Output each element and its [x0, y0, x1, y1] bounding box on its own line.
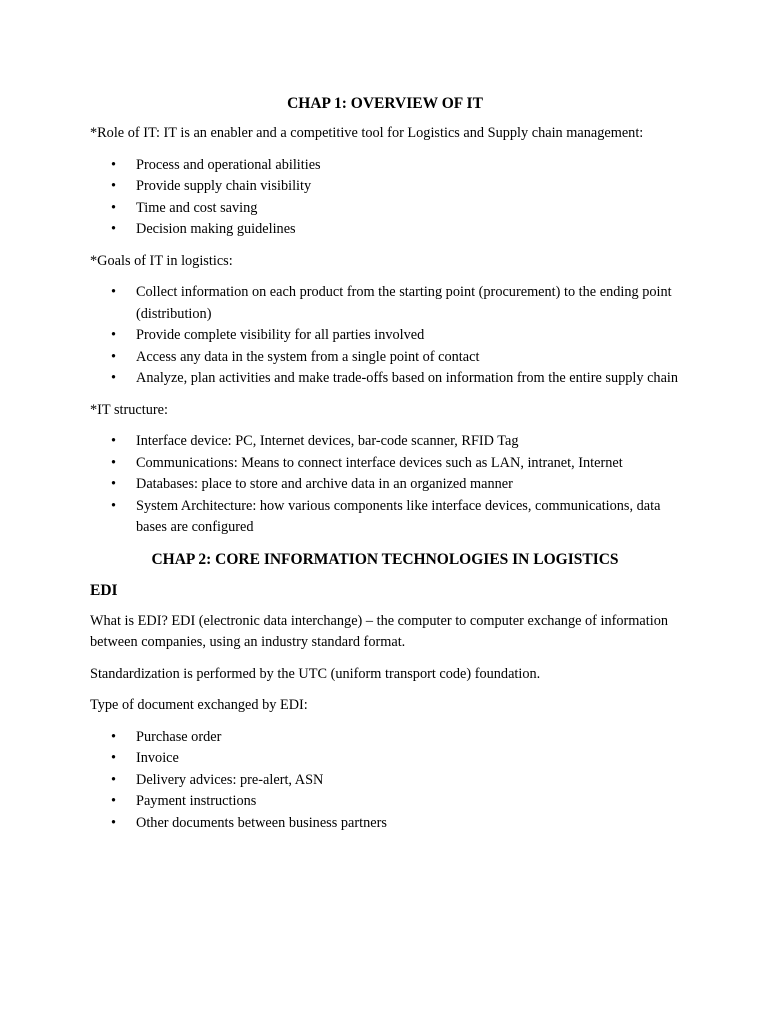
list-item-text: Collect information on each product from the starting point (procurement) to the ending point (distribution) [136, 284, 672, 322]
list-item-text: Delivery advices: pre-alert, ASN [136, 771, 324, 788]
bullet-icon: • [111, 370, 117, 386]
bullet-icon: • [111, 284, 117, 300]
list-item [90, 198, 680, 220]
bullet-icon: • [111, 199, 117, 216]
list-item [90, 496, 680, 539]
list-item [90, 219, 680, 241]
bullet-icon: • [111, 327, 117, 343]
list-item-text: Communications: Means to connect interface devices such as LAN, intranet, Internet [136, 454, 623, 471]
bullet-icon: • [111, 221, 117, 237]
list-item-text: Other documents between business partners [136, 814, 387, 831]
bullet-icon: • [111, 750, 117, 766]
list-item [90, 791, 680, 813]
list-item [90, 770, 680, 792]
role-list [90, 155, 680, 241]
goals-intro: *Goals of IT in logistics: [90, 252, 233, 269]
list-item-text: Invoice [136, 750, 179, 766]
bullet-icon: • [111, 156, 117, 173]
bullet-icon: • [111, 178, 117, 194]
list-item [90, 282, 680, 325]
chap2-title: CHAP 2: CORE INFORMATION TECHNOLOGIES IN LOGISTICS [151, 550, 619, 568]
list-item-text: System Architecture: how various components like interface devices, communications, data bases are configured [136, 497, 661, 535]
standardization-paragraph: Standardization is performed by the UTC (uniform transport code) foundation. [90, 665, 541, 682]
bullet-icon: • [111, 433, 117, 449]
list-item-text: Decision making guidelines [136, 221, 296, 237]
bullet-icon: • [111, 793, 117, 809]
list-item [90, 176, 680, 198]
list-item [90, 155, 680, 177]
bullet-icon: • [111, 814, 117, 831]
list-item-text: Time and cost saving [136, 199, 258, 216]
doc-types-list [90, 727, 680, 835]
bullet-icon: • [111, 454, 117, 471]
bullet-icon: • [111, 497, 117, 514]
list-item-text: Access any data in the system from a single point of contact [136, 348, 480, 365]
list-item [90, 727, 680, 749]
list-item-text: Interface device: PC, Internet devices, bar-code scanner, RFID Tag [136, 433, 519, 449]
edi-definition: What is EDI? EDI (electronic data interchange) – the computer to computer exchange of information between companies, using an industry standard format. [90, 612, 668, 650]
list-item [90, 347, 680, 369]
structure-list [90, 431, 680, 539]
list-item-text: Purchase order [136, 728, 222, 745]
role-intro: *Role of IT: IT is an enabler and a competitive tool for Logistics and Supply chain management: [90, 125, 644, 141]
bullet-icon: • [111, 476, 117, 492]
list-item [90, 474, 680, 496]
chap1-title: CHAP 1: OVERVIEW OF IT [287, 95, 483, 112]
list-item [90, 453, 680, 475]
list-item [90, 813, 680, 835]
bullet-icon: • [111, 771, 117, 788]
document-content [90, 93, 680, 834]
list-item [90, 368, 680, 390]
structure-intro: *IT structure: [90, 401, 168, 418]
bullet-icon: • [111, 728, 117, 745]
bullet-icon: • [111, 348, 117, 365]
list-item-text: Provide complete visibility for all parties involved [136, 327, 425, 343]
list-item [90, 431, 680, 453]
list-item-text: Analyze, plan activities and make trade-offs based on information from the entire supply chain [136, 370, 679, 386]
list-item-text: Process and operational abilities [136, 156, 321, 173]
list-item [90, 748, 680, 770]
list-item [90, 325, 680, 347]
list-item-text: Payment instructions [136, 793, 257, 809]
doc-types-intro: Type of document exchanged by EDI: [90, 697, 308, 713]
list-item-text: Provide supply chain visibility [136, 178, 312, 194]
list-item-text: Databases: place to store and archive data in an organized manner [136, 476, 513, 492]
goals-list [90, 282, 680, 390]
edi-heading: EDI [90, 581, 118, 599]
